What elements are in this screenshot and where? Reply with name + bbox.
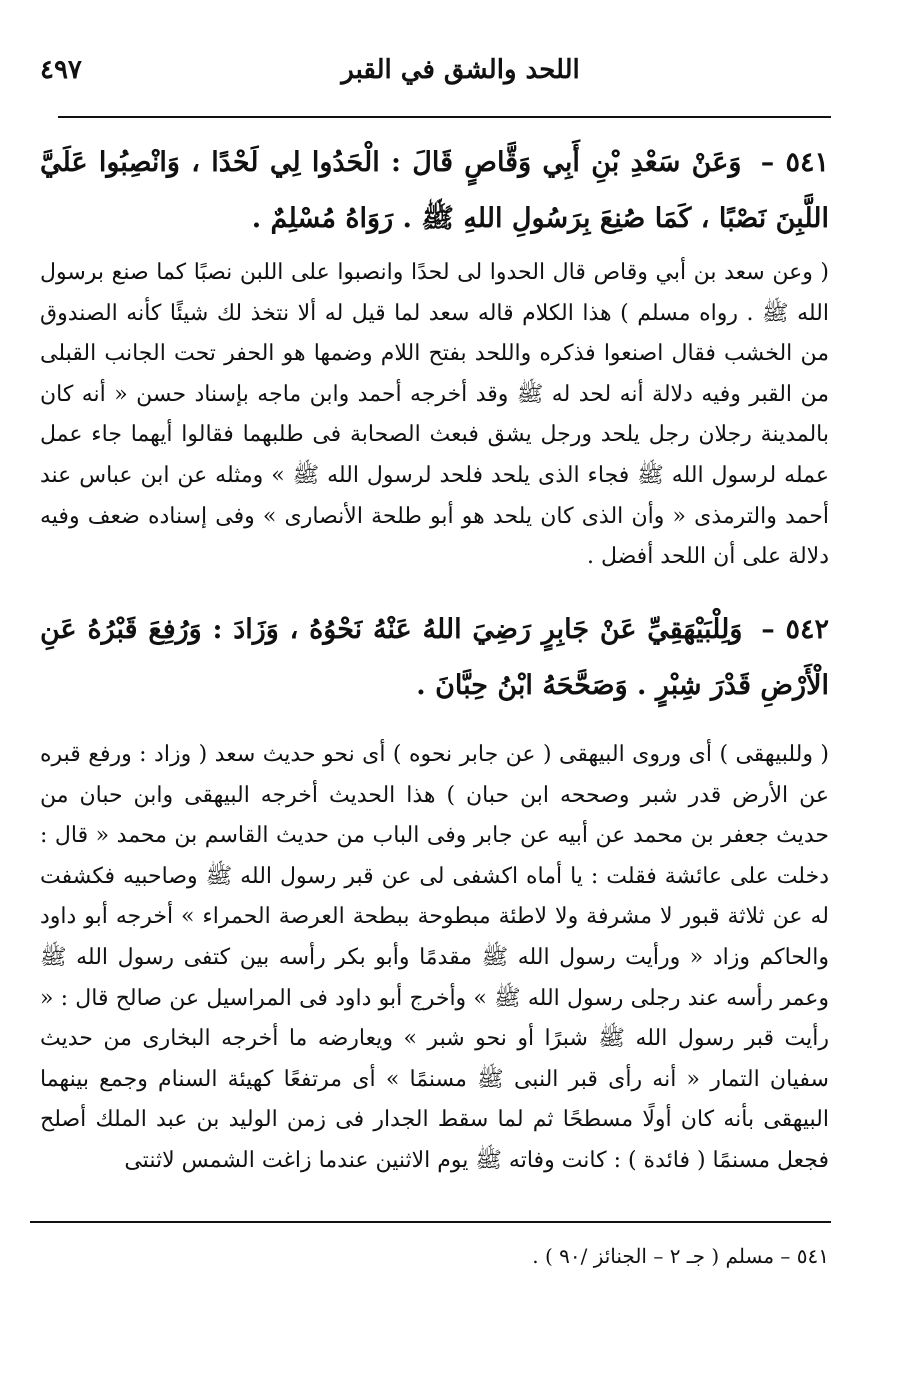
commentary-541: ( وعن سعد بن أبي وقاص قال الحدوا لى لحدًا وانصبوا على اللبن نصبًا كما صنع برسول الله ﷺ . رواه مسلم ) هذا الكلام قاله سعد لما قيل له ألا نتخذ لك شيئًا كأنه الصندوق من الخشب فقال اصنعوا فذكره واللحد بفتح اللام وضمها هو الحفر تحت الجانب القبلى من القبر وفيه دلالة أنه لحد له ﷺ وقد أخرجه أحمد وابن ماجه بإسناد حسن « أنه كان بالمدينة رجلان رجل يلحد ورجل يشق فبعث الصحابة فى طلبهما فقالوا أيهما جاء عمل عمله لرسول الله ﷺ فجاء الذى يلحد فلحد لرسول الله ﷺ » ومثله عن ابن عباس عند أحمد والترمذى « وأن الذى كان يلحد هو أبو طلحة الأنصارى » وفى إسناده ضعف وفيه دلالة على أن اللحد أفضل . [40, 260, 829, 570]
hadith-542 [40, 602, 829, 714]
header-rule [58, 116, 831, 118]
commentary-542: ( وللبيهقى ) أى وروى البيهقى ( عن جابر نحوه ) أى نحو حديث سعد ( وزاد : ورفع قبره عن الأرض قدر شبر وصححه ابن حبان ) هذا الحديث أخرجه البيهقى وابن حبان من حديث جعفر بن محمد عن أبيه عن جابر وفى الباب من حديث القاسم بن محمد « قال : دخلت على عائشة فقلت : يا أماه اكشفى لى عن قبر رسول الله ﷺ وصاحبيه فكشفت له عن ثلاثة قبور لا مشرفة ولا لاطئة مبطوحة ببطحة العرصة الحمراء » أخرجه أبو داود والحاكم وزاد « ورأيت رسول الله ﷺ مقدمًا وأبو بكر رأسه بين كتفى رسول الله ﷺ وعمر رأسه عند رجلى رسول الله ﷺ » وأخرج أبو داود فى المراسيل عن صالح قال : « رأيت قبر رسول الله ﷺ شبرًا أو نحو شبر » ويعارضه ما أخرجه البخارى من حديث سفيان التمار « أنه رأى قبر النبى ﷺ مسنمًا » أى مرتفعًا كهيئة السنام وجمع بينهما البيهقى بأنه كان أولًا مسطحًا ثم لما سقط الجدار فى زمن الوليد بن عبد الملك أصلح فجعل مسنمًا ( فائدة ) : كانت وفاته ﷺ يوم الاثنين عندما زاغت الشمس لاثنتى [40, 742, 829, 1173]
running-title: اللحد والشق في القبر [341, 55, 580, 85]
page-header [40, 55, 881, 95]
hadith-number: ٥٤٢ – [761, 614, 829, 645]
footnote-rule [30, 1221, 831, 1223]
hadith-number: ٥٤١ – [760, 147, 829, 178]
page-number: ٤٩٧ [40, 55, 82, 85]
hadith-541 [40, 135, 829, 247]
footnote: ٥٤١ – مسلم ( جـ ٢ – الجنائز /٩٠ ) . [532, 1244, 829, 1268]
hadith-text: وَلِلْبَيْهَقِيِّ عَنْ جَابِرٍ رَضِيَ اللهُ عَنْهُ نَحْوُهُ ، وَزَادَ : وَرُفِعَ قَبْرُهُ عَنِ الْأَرْضِ قَدْرَ شِبْرٍ . وَصَحَّحَهُ ابْنُ حِبَّانَ . [40, 614, 829, 701]
hadith-text: وَعَنْ سَعْدِ بْنِ أَبِي وَقَّاصٍ قَالَ : الْحَدُوا لِي لَحْدًا ، وَانْصِبُوا عَلَيَّ اللَّبِنَ نَصْبًا ، كَمَا صُنِعَ بِرَسُولِ اللهِ ﷺ . رَوَاهُ مُسْلِمٌ . [40, 147, 829, 234]
